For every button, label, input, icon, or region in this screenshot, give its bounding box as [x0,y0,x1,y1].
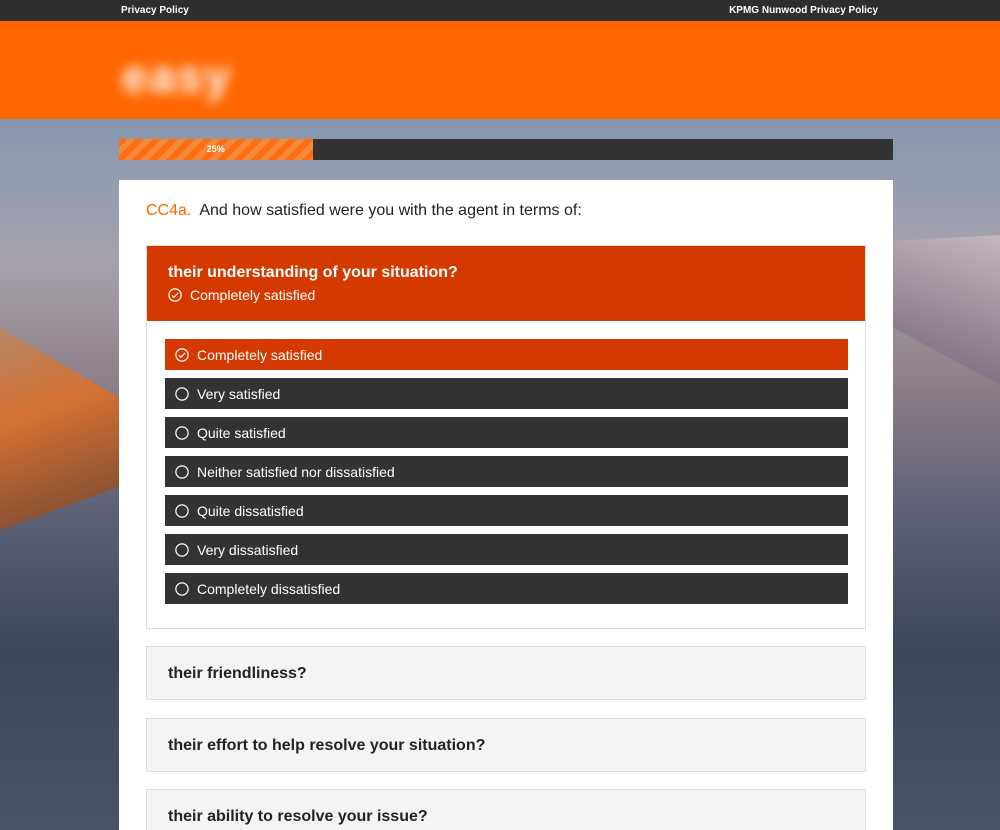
radio-circle-icon [175,426,189,440]
sub-question-card-effort[interactable] [146,718,866,772]
question-number: CC4a. [146,202,192,219]
progress-bar [119,139,893,160]
survey-panel [119,180,893,830]
answer-option-label: Quite satisfied [197,424,286,441]
answer-option-label: Quite dissatisfied [197,502,304,519]
sub-question-card-ability[interactable] [146,789,866,830]
answer-option-quite-satisfied[interactable] [165,417,848,448]
selected-answer-summary [168,287,315,303]
radio-circle-icon [175,465,189,479]
sub-question-title: their understanding of your situation? [168,264,458,281]
sub-question-card-friendliness[interactable] [146,646,866,700]
brand-logo: easy [122,50,233,102]
answer-option-label: Neither satisfied nor dissatisfied [197,463,395,480]
answer-option-quite-dissatisfied[interactable] [165,495,848,526]
selected-answer-label: Completely satisfied [190,287,316,303]
answer-option-label: Completely satisfied [197,346,323,363]
check-circle-icon [175,348,189,362]
radio-circle-icon [175,387,189,401]
answer-option-completely-satisfied[interactable] [165,339,848,370]
question-line [146,202,582,220]
answer-option-very-dissatisfied[interactable] [165,534,848,565]
progress-bar-fill: 25% [119,139,313,160]
sub-question-header[interactable] [147,246,865,321]
answer-option-completely-dissatisfied[interactable] [165,573,848,604]
kpmg-privacy-policy-link[interactable]: KPMG Nunwood Privacy Policy [729,5,878,16]
radio-circle-icon [175,504,189,518]
answer-option-neither[interactable] [165,456,848,487]
answer-option-label: Very dissatisfied [197,541,299,558]
sub-question-title: their ability to resolve your issue? [168,808,428,825]
sub-question-title: their friendliness? [168,665,307,682]
answer-options-list [165,339,848,612]
check-circle-icon [168,288,182,302]
sub-question-title: their effort to help resolve your situation? [168,737,486,754]
answer-option-label: Very satisfied [197,385,281,402]
privacy-policy-link[interactable]: Privacy Policy [121,5,189,16]
answer-option-very-satisfied[interactable] [165,378,848,409]
answer-option-label: Completely dissatisfied [197,580,341,597]
radio-circle-icon [175,582,189,596]
question-text: And how satisfied were you with the agent in terms of: [199,202,582,219]
sub-question-card-understanding [146,245,866,629]
radio-circle-icon [175,543,189,557]
brand-header [0,21,1000,119]
top-bar [0,0,1000,21]
